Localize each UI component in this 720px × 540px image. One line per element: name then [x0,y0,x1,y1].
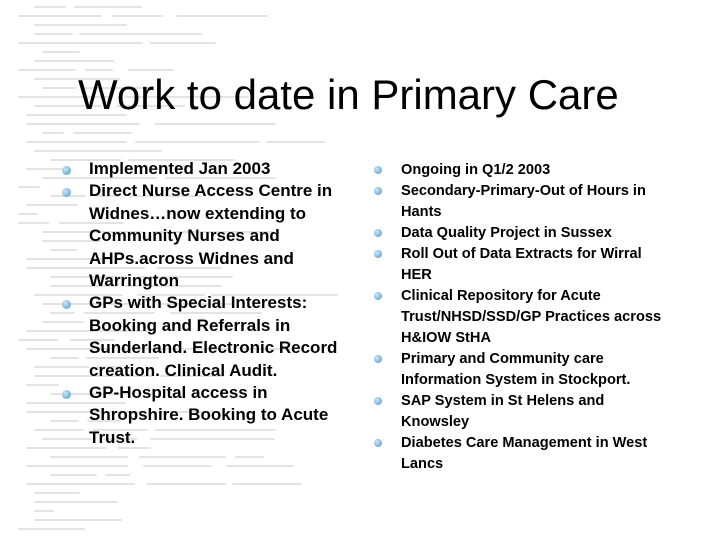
bullet-icon [62,188,71,197]
watermark-line [18,213,38,215]
list-item-text: GPs with Special Interests: Booking and Referrals in Sunderland. Electronic Record creation. Clinical Audit. [89,293,338,380]
list-item [374,349,674,391]
list-item [374,391,674,433]
watermark-line [112,15,163,17]
list-item [62,292,362,382]
bullet-icon [374,187,382,195]
watermark-line [235,456,264,458]
bullet-icon [374,229,382,237]
watermark-line [26,384,59,386]
list-item-text: Direct Nurse Access Centre in Widnes…now extending to Community Nurses and AHPs.across Widnes and Warrington [89,181,333,291]
watermark-line [18,339,58,341]
list-item-text: Diabetes Care Management in West Lancs [401,435,648,472]
list-item [374,181,674,223]
watermark-line [34,510,54,512]
watermark-line [266,141,325,143]
list-item [374,160,674,181]
watermark-line [26,168,62,170]
watermark-line [34,501,118,503]
list-item-text: Secondary-Primary-Out of Hours in Hants [401,183,646,220]
watermark-line [34,24,127,26]
bullet-icon [62,166,71,175]
list-item-text: Ongoing in Q1/2 2003 [401,162,551,178]
watermark-line [34,150,162,152]
list-item-text: Implemented Jan 2003 [89,159,271,178]
bullet-icon [374,166,382,174]
watermark-line [135,141,260,143]
watermark-line [26,465,128,467]
list-item-text: GP-Hospital access in Shropshire. Booking to Acute Trust. [89,383,329,447]
left-bullet-list [62,158,362,449]
watermark-line [18,15,102,17]
watermark-line [18,42,143,44]
watermark-line [50,474,97,476]
list-item-text: Primary and Community care Information System in Stockport. [401,351,631,388]
list-item [374,223,674,244]
list-item-text: SAP System in St Helens and Knowsley [401,393,605,430]
watermark-line [232,483,302,485]
bullet-icon [62,300,71,309]
watermark-line [34,519,122,521]
watermark-line [73,132,132,134]
watermark-line [143,465,212,467]
watermark-line [74,6,142,8]
watermark-line [18,186,40,188]
watermark-line [34,60,114,62]
bullet-icon [374,292,382,300]
bullet-icon [374,439,382,447]
right-bullet-list [374,160,674,475]
watermark-line [18,222,49,224]
watermark-line [42,132,64,134]
watermark-line [26,483,135,485]
list-item [62,180,362,292]
slide-title: Work to date in Primary Care [78,71,619,118]
list-item [374,286,674,349]
watermark-line [34,492,80,494]
bullet-icon [62,390,71,399]
watermark-line [226,465,294,467]
watermark-line [18,69,76,71]
bullet-icon [374,397,382,405]
watermark-line [34,33,73,35]
list-item [62,382,362,449]
list-item-text: Roll Out of Data Extracts for Wirral HER [401,246,642,283]
watermark-line [18,528,85,530]
watermark-line [176,15,268,17]
watermark-line [139,456,226,458]
bullet-icon [374,250,382,258]
watermark-line [105,474,130,476]
list-item [374,244,674,286]
watermark-line [42,87,76,89]
list-item [62,158,362,180]
watermark-line [26,141,127,143]
list-item-text: Data Quality Project in Sussex [401,225,612,241]
list-item [374,433,674,475]
watermark-line [150,42,216,44]
list-item-text: Clinical Repository for Acute Trust/NHSD/SSD/GP Practices across H&IOW StHA [401,288,662,346]
watermark-line [42,51,80,53]
watermark-line [79,33,202,35]
watermark-line [34,6,66,8]
watermark-line [147,483,226,485]
bullet-icon [374,355,382,363]
watermark-line [50,456,128,458]
